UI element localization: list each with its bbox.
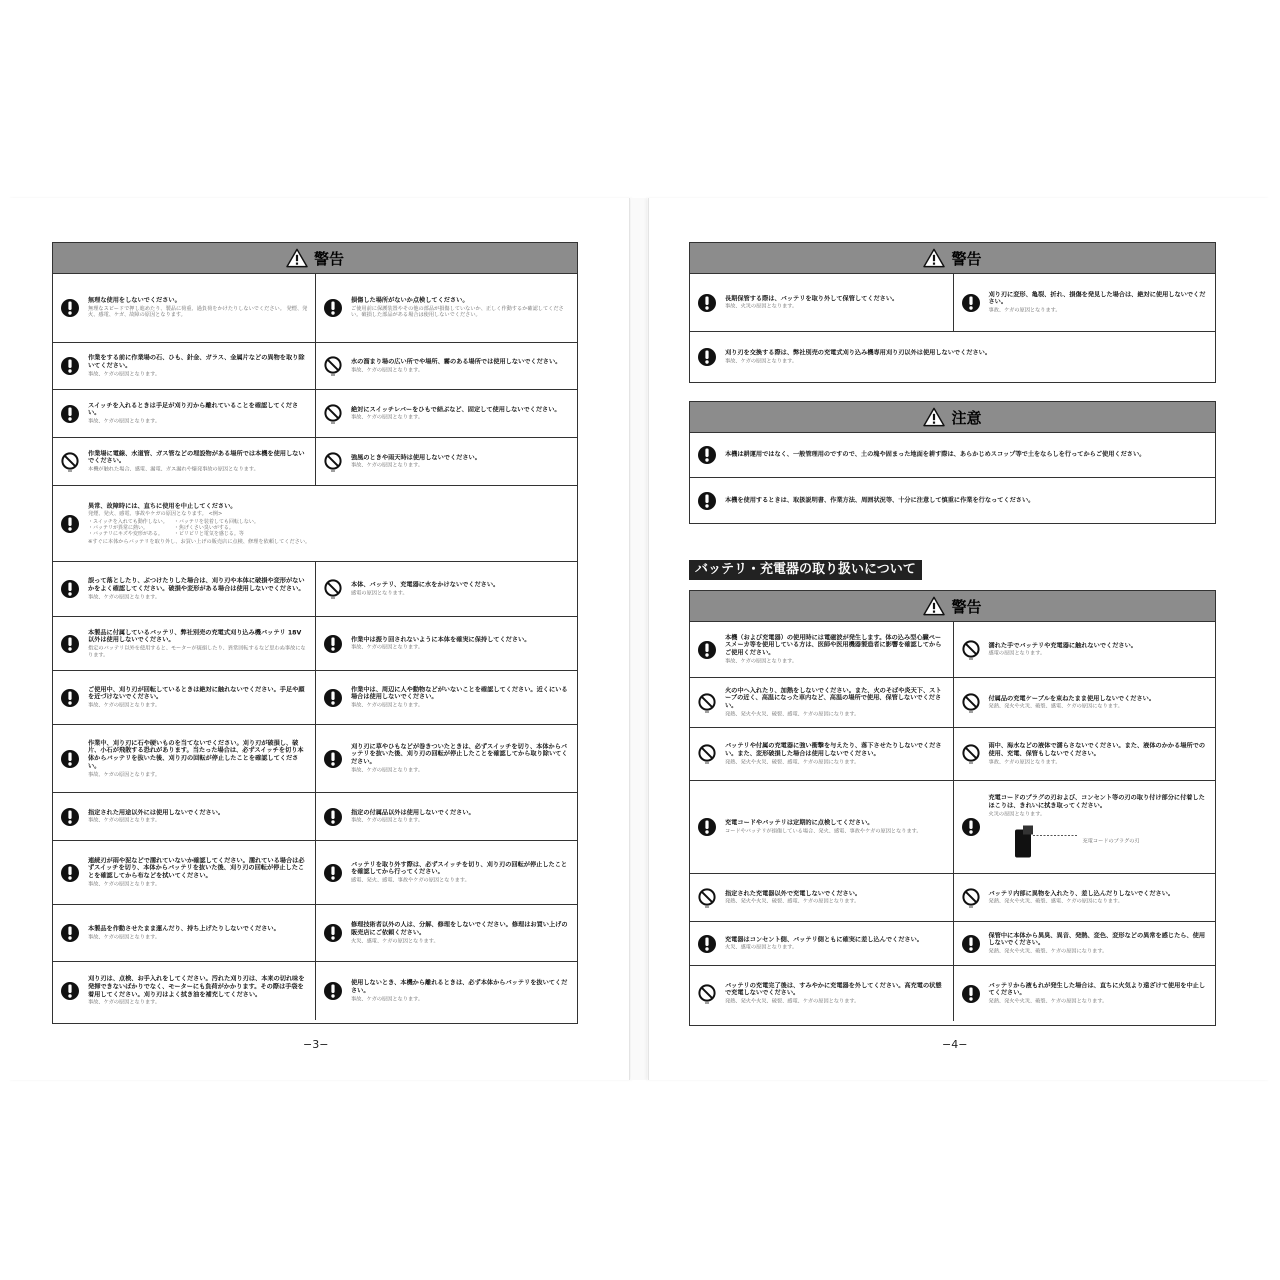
exclamation-icon <box>322 297 344 319</box>
exclamation-icon <box>960 983 982 1005</box>
cell-text <box>725 634 947 665</box>
table-cell <box>315 438 577 485</box>
prohibition-icon <box>960 743 982 765</box>
cell-text <box>88 578 309 601</box>
prohibition-icon <box>59 451 81 473</box>
cell-text <box>88 450 309 473</box>
cell-text <box>725 295 947 310</box>
cell-text <box>88 402 309 425</box>
table-row <box>690 273 1215 331</box>
cell-text <box>88 857 309 888</box>
table-row <box>53 670 577 724</box>
prohibition-icon <box>960 692 982 714</box>
cell-title: 指定された充電器以外で充電しないでください。 <box>725 889 862 897</box>
exclamation-icon <box>59 578 81 600</box>
cell-body: 本機が触れた場合、感電、漏電、ガス漏れや爆発事故の原因となります。 <box>88 466 259 473</box>
table-row <box>690 727 1215 780</box>
cell-title: 修理技術者以外の人は、分解、修理をしないでください。修理はお買い上げの販売店にご依頼ください。 <box>351 921 568 937</box>
cell-body: 感電、発火、感電、事故やケガの原因となります。 <box>351 877 470 884</box>
cell-text <box>725 349 1209 364</box>
cell-title: バッテリ内部に異物を入れたり、差し込んだりしないでください。 <box>988 889 1175 897</box>
table-cell <box>690 966 953 1021</box>
cell-text <box>351 581 571 596</box>
table-cell <box>53 486 577 561</box>
table-cell <box>690 433 1215 477</box>
cell-title: 強風のときや雨天時は使用しないでください。 <box>351 453 481 461</box>
example-item: ・ビリビリと電気を感じる。等 <box>173 531 244 537</box>
table-cell <box>690 781 953 873</box>
cell-body: 事故、ケガの原因となります。 <box>88 999 161 1006</box>
exclamation-icon <box>59 980 81 1002</box>
prohibition-icon <box>696 692 718 714</box>
cell-body: 事故、ケガの原因となります。 <box>88 418 161 425</box>
cell-title: 作業場に電線、水道管、ガス管などの埋設物がある場所では本機を使用しないでください。 <box>88 450 305 465</box>
example-column-left <box>88 519 168 538</box>
table-cell <box>53 905 315 961</box>
exclamation-icon <box>59 297 81 319</box>
table-row <box>53 840 577 904</box>
cell-title: バッテリや付属の充電器に強い衝撃を与えたり、落下させたりしないでください。また、変形破損した場合は使用しないでください。 <box>725 742 942 758</box>
table-cell <box>315 725 577 792</box>
example-item: ・バッテリにキズや変形がある。 <box>88 531 163 537</box>
exclamation-icon <box>59 633 81 655</box>
exclamation-icon <box>59 687 81 709</box>
table-row <box>690 677 1215 727</box>
cell-body: 事故、ケガの原因となります。 <box>351 767 424 774</box>
cell-title: バッテリの充電完了後は、すみやかに充電器を外してください。高充電の状態で充電しないでください。 <box>725 982 942 997</box>
exclamation-icon <box>960 933 982 955</box>
cell-text <box>989 743 1210 766</box>
cell-title: 連続刃が雨や泥などで濡れていないか確認してください。濡れている場合は必ずスイッチを切り、本体からバッテリを抜いた後、刈り刃の回転が停止したことを確認してから布などを拭いてください。 <box>88 857 305 880</box>
table-cell <box>315 962 577 1020</box>
cell-text <box>725 890 947 905</box>
cell-title: 本体、バッテリ、充電器に水をかけないでください。 <box>351 581 500 589</box>
table-row <box>53 561 577 616</box>
table-cell <box>315 841 577 904</box>
example-column-right <box>174 519 259 538</box>
table-row <box>53 342 577 389</box>
cell-title: ご使用中、刈り刃が回転しているときは絶対に触れないでください。手足や顔を近づけないでください。 <box>88 686 305 701</box>
cell-title: 絶対にスイッチレバーをひもで結ぶなど、固定して使用しないでください。 <box>351 405 561 413</box>
exclamation-icon <box>322 633 344 655</box>
warning-triangle-icon <box>923 248 945 268</box>
battery-warning-box <box>689 590 1216 1026</box>
cell-body: 感電の原因となります。 <box>988 650 1046 657</box>
table-row <box>53 437 577 485</box>
table-cell <box>953 274 1216 331</box>
figure-label: 充電コードのプラグの刃 <box>1082 838 1140 845</box>
cell-title: 作業中、刈り刃に石や硬いものを当てないでください。刈り刃が破損し、破片、小石が飛散する恐れがあります。当たった場合は、必ずスイッチを切り本体からバッテリを抜いた後、刈り刃の回転が停止したことを確認してください。 <box>88 739 304 770</box>
table-cell <box>53 841 315 904</box>
table-row <box>53 485 577 561</box>
cell-title: 充電コードやバッテリは定期的に点検してください。 <box>725 819 874 827</box>
table-cell <box>53 793 315 840</box>
cell-text <box>725 451 1209 459</box>
prohibition-icon <box>696 983 718 1005</box>
table-cell <box>53 962 315 1020</box>
table-cell <box>53 390 315 437</box>
table-header <box>53 243 577 274</box>
table-cell <box>953 966 1216 1021</box>
cell-title: 作業中は振り回されないように本体を確実に保持してください。 <box>351 635 531 643</box>
cell-text <box>351 861 571 884</box>
cell-text <box>989 982 1210 1005</box>
cell-text <box>351 636 571 651</box>
table-row <box>53 616 577 670</box>
cell-body: 事故、ケガの原因となります。 <box>88 594 161 600</box>
cell-note: ※すぐに本体からバッテリを取り外し、お買い上げの販売店に点検、修理を依頼してください。 <box>88 538 311 545</box>
example-item: ・焦げくさい臭いがする。 <box>173 524 234 531</box>
cell-text <box>725 982 947 1005</box>
table-header <box>690 591 1215 622</box>
cell-title: 充電器はコンセント側、バッテリ側ともに確実に差し込んでください。 <box>725 935 923 943</box>
cell-title: 充電コードのプラグの刃および、コンセント等の刃の取り付け部分に付着したほこりは、きれいに拭き取ってください。 <box>988 794 1205 810</box>
cell-body: 発熱、発火や火災、破裂、感電、ケガの原因になります。 <box>988 703 1123 710</box>
table-cell <box>690 678 953 727</box>
cell-text <box>725 936 947 951</box>
cell-body: 発熱、発火や火災、破裂、ケガの原因となります。 <box>988 998 1108 1005</box>
table-cell <box>53 438 315 485</box>
example-item: ・スイッチを入れても動作しない。 <box>88 518 168 525</box>
cell-body: 発熱、発火や火災、破裂、感電、ケガの原因になります。 <box>725 711 860 718</box>
cell-title: 誤って落としたり、ぶつけたりした場合は、刈り刃や本体に破損や変形がないかをよく確認してください。破損や変形がある場合は使用しないでください。 <box>88 577 305 593</box>
exclamation-icon <box>322 748 344 770</box>
cell-title: 指定の付属品以外は使用しないでください。 <box>351 808 475 816</box>
cell-body: 火災、感電、ケガの原因となります。 <box>351 938 439 944</box>
cell-body: 指定のバッテリ以外を使用すると、モーターが焼損したり、異常回転するなど思わぬ事故になります。 <box>88 645 306 658</box>
cell-title: 刈り刃に変形、亀裂、折れ、損傷を発見した場合は、絶対に使用しないでください。 <box>988 291 1206 306</box>
cell-title: 本機を使用するときは、取扱説明書、作業方法、周囲状況等、十分に注意して慎重に作業を行なってください。 <box>725 496 1035 504</box>
cell-body: 感電の原因となります。 <box>351 590 408 597</box>
table-cell <box>690 728 953 780</box>
cell-body: 事故、ケガの原因となります。 <box>88 771 161 778</box>
exclamation-icon <box>59 862 81 884</box>
cell-body: 事故、ケガの原因となります。 <box>351 817 424 824</box>
cell-title: 作業をする前に作業場の石、ひも、針金、ガラス、金属片などの異物を取り除いてください。 <box>88 354 305 370</box>
cell-text <box>88 925 309 940</box>
exclamation-icon <box>59 403 81 425</box>
table-cell <box>53 671 315 724</box>
table-cell <box>53 617 315 670</box>
table-row <box>53 961 577 1020</box>
warning-triangle-icon <box>923 596 945 616</box>
table-cell <box>53 725 315 792</box>
table-row <box>690 621 1215 677</box>
cell-body: 事故、ケガの原因となります。 <box>988 759 1061 765</box>
cell-body: 事故、ケガの原因となります。 <box>988 307 1061 314</box>
prohibition-icon <box>696 887 718 909</box>
exclamation-icon <box>322 862 344 884</box>
cell-text <box>351 743 571 774</box>
exclamation-icon <box>696 639 718 661</box>
table-cell <box>315 274 577 342</box>
cell-title: 本製品を作動させたまま運んだり、持ち上げたりしないでください。 <box>88 925 280 933</box>
table-cell <box>953 874 1216 921</box>
cell-title: 雨中、海水などの液体で濡らさないでください。また、液体のかかる場所での使用、充電、保管もしないでください。 <box>988 742 1206 758</box>
exclamation-icon <box>322 980 344 1002</box>
cell-text <box>351 922 571 945</box>
table-cell <box>953 622 1216 677</box>
table-row <box>53 273 577 342</box>
exclamation-icon <box>696 490 718 512</box>
cell-text <box>725 819 947 834</box>
cell-body: 事故、ケガの原因となります。 <box>351 367 424 374</box>
example-columns <box>88 519 571 538</box>
table-row <box>690 921 1215 965</box>
table-cell <box>53 562 315 616</box>
table-cell <box>690 874 953 921</box>
table-row <box>53 904 577 961</box>
cell-body: ご使用前に保護装置やその他の部品が損傷していないか、正しく作動するか確認してください。破損した部品がある場合は使用しないでください。 <box>351 305 564 319</box>
right-page-number: −4− <box>942 1038 968 1051</box>
cell-text <box>88 297 309 319</box>
exclamation-icon <box>322 687 344 709</box>
table-cell <box>315 562 577 616</box>
exclamation-icon <box>322 806 344 828</box>
prohibition-icon <box>322 355 344 377</box>
cell-body: 発熱、発火や火災、破裂、感電、ケガの原因となります。 <box>725 998 860 1005</box>
exclamation-icon <box>59 806 81 828</box>
cell-title: 水の溜まり場の広い所でや場所、霧のある場所では使用しないでください。 <box>351 358 562 366</box>
cell-title: 付属品の充電ケーブルを束ねたまま使用しないでください。 <box>988 694 1156 702</box>
cell-text <box>351 297 571 319</box>
cell-title: 本機（および充電器）の使用時には電磁波が発生します。体の込み型心臓ペースメーカ等を使用している方は、医師や医用機器製造者に影響を確認してからご使用ください。 <box>725 634 942 657</box>
cell-text <box>351 358 571 373</box>
cell-title: 保管中に本体から異臭、異音、発熱、変色、変形などの異常を感じたら、使用しないでください。 <box>988 932 1206 947</box>
table-cell <box>690 478 1215 523</box>
charger-plug-illustration <box>989 824 1079 860</box>
table-row <box>690 477 1215 523</box>
prohibition-icon <box>960 639 982 661</box>
table-cell <box>315 617 577 670</box>
cell-title: 刈り刃は、点検、お手入れをしてください。汚れた刈り刃は、本来の切れ味を発揮できないばかりでなく、モーターにも負荷がかかります。その際は手袋を着用してください。刈り刃はよく拭き油を補充してください。 <box>88 975 305 999</box>
exclamation-icon <box>696 444 718 466</box>
cell-body: 事故、ケガの原因となります。 <box>725 658 798 665</box>
cell-text <box>989 932 1210 955</box>
cell-body: 発熱、発火や火災、破裂、ケガの原因になります。 <box>988 948 1108 955</box>
exclamation-icon <box>59 513 81 535</box>
exclamation-icon <box>59 748 81 770</box>
exclamation-icon <box>960 292 982 314</box>
book-spine <box>631 198 647 1080</box>
exclamation-icon <box>322 922 344 944</box>
exclamation-icon <box>696 346 718 368</box>
cell-text <box>989 642 1210 657</box>
example-item: ・バッテリが異常に熱い。 <box>88 524 149 531</box>
cell-title: 濡れた手でバッテリや充電器に触れないでください。 <box>988 641 1137 649</box>
cell-body: 発熱、発火や火災、破裂、感電、ケガの原因になります。 <box>725 759 860 765</box>
cell-body: 事故、火災の原因となります。 <box>725 303 798 310</box>
table-cell <box>315 671 577 724</box>
exclamation-icon <box>696 292 718 314</box>
table-header <box>690 243 1215 274</box>
cell-title: スイッチを入れるときは手足が刈り刃から離れていることを確認してください。 <box>88 402 299 417</box>
cell-body: 事故、ケガの原因となります。 <box>88 371 161 377</box>
cell-text <box>725 497 1209 505</box>
cell-title: 使用しないとき、本機から離れるときは、必ず本体からバッテリを抜いてください。 <box>351 979 568 995</box>
table-cell <box>953 922 1216 965</box>
table-row <box>53 792 577 840</box>
cell-title: 作業中は、周辺に人や動物などがいないことを確認してください。近くにいる場合は使用しないでください。 <box>351 686 568 701</box>
cell-text <box>989 890 1210 905</box>
table-cell <box>690 922 953 965</box>
cell-text <box>351 980 571 1003</box>
table-cell <box>953 678 1216 727</box>
cell-title: 火の中へ入れたり、加熱をしないでください。また、火のそばや炎天下、ストーブの近く、高温になった車内など、高温の場所で使用、保管しないでください。 <box>725 687 942 710</box>
exclamation-icon <box>960 816 982 838</box>
cell-body: 事故、ケガの原因となります。 <box>351 702 424 709</box>
battery-section-title: バッテリ・充電器の取り扱いについて <box>689 560 922 580</box>
table-row <box>690 432 1215 477</box>
cell-text <box>351 809 571 824</box>
table-cell <box>953 728 1216 780</box>
table-cell <box>53 274 315 342</box>
cell-text <box>88 502 571 545</box>
cell-body: 火災の原因となります。 <box>988 811 1046 817</box>
cell-text <box>725 687 947 718</box>
cell-title: 本機は耕運用ではなく、一般管理用のですので、土の塊や固まった地面を耕す際は、あらかじめスコップ等で土をならしを行ってからご使用ください。 <box>725 451 1146 459</box>
cell-title: 刈り刃を交換する際は、弊社別売の充電式刈り込み機専用刈り刃以外は使用しないでください。 <box>725 349 992 357</box>
cell-body: 事故、ケガの原因となります。 <box>351 462 424 469</box>
cell-text <box>351 406 571 421</box>
cell-title: バッテリから液もれが発生した場合は、直ちに火気より遠ざけて使用を中止してください。 <box>988 982 1206 997</box>
header-title: 警告 <box>313 249 344 268</box>
table-cell <box>315 343 577 389</box>
cell-text <box>88 809 309 824</box>
cell-body: 事故、ケガの原因となります。 <box>351 996 424 1002</box>
cell-body: 発煙、発火、感電、事故やケガの原因となります。 <例> <box>88 511 223 517</box>
cell-text <box>88 976 309 1007</box>
cell-text <box>351 454 571 469</box>
caution-box <box>689 401 1216 524</box>
cell-title: 長期保管する際は、バッテリを取り外して保管してください。 <box>725 294 899 302</box>
left-warning-box <box>52 242 578 1024</box>
prohibition-icon <box>322 451 344 473</box>
cell-body: 事故、ケガの原因となります。 <box>88 934 161 941</box>
table-cell <box>953 781 1216 873</box>
cell-body: 事故、ケガの原因となります。 <box>725 358 798 365</box>
header-title: 警告 <box>951 597 982 616</box>
cell-title: 刈り刃に草やひもなどが巻きついたときは、必ずスイッチを切り、本体からバッテリを抜いた後、刈り刃の回転が停止したことを確認してから取り除いてください。 <box>351 743 568 766</box>
cell-body: 事故、ケガの原因となります。 <box>88 702 161 709</box>
cell-body: コードやバッテリが損傷している場合、発火、感電、事故やケガの原因となります。 <box>725 828 922 835</box>
cell-text <box>88 739 309 778</box>
table-row <box>690 873 1215 921</box>
cell-body: 事故、ケガの原因となります。 <box>88 817 161 824</box>
exclamation-icon <box>59 355 81 377</box>
cell-body: 事故、ケガの原因となります。 <box>88 881 161 888</box>
cell-text <box>88 355 309 378</box>
cell-title: 本製品に付属しているバッテリ、弊社別売の充電式刈り込み機バッテリ 18V 以外は使用しないでください。 <box>88 628 302 644</box>
prohibition-icon <box>322 403 344 425</box>
cell-text <box>989 695 1210 710</box>
cell-title: 指定された用途以外には使用しないでください。 <box>88 808 225 816</box>
prohibition-icon <box>960 887 982 909</box>
cell-text <box>88 629 309 659</box>
cell-body: 事故、ケガの原因となります。 <box>351 414 424 421</box>
exclamation-icon <box>696 933 718 955</box>
left-page-number: −3− <box>303 1038 329 1051</box>
table-row <box>53 389 577 437</box>
example-item: ・バッテリを装着しても回転しない。 <box>173 518 259 525</box>
table-row <box>690 331 1215 382</box>
table-header <box>690 402 1215 433</box>
table-cell <box>690 332 1215 382</box>
header-title: 注意 <box>951 408 982 427</box>
prohibition-icon <box>696 743 718 765</box>
prohibition-icon <box>322 578 344 600</box>
table-row <box>690 965 1215 1021</box>
right-warning-box <box>689 242 1216 383</box>
cell-text <box>351 686 571 709</box>
cell-title: 損傷した場所がないか点検してください。 <box>351 297 469 305</box>
cell-body: 火災、感電の原因となります。 <box>725 944 798 951</box>
cell-body: 無理なスピードで押し進めたり、製品に荷重、過負荷をかけたりしないでください。 発煙、発火、感電、ケガ、故障の原因となります。 <box>88 305 308 319</box>
cell-body: 発熱、発火や火災、破裂、感電、ケガの原因になります。 <box>988 898 1123 905</box>
table-cell <box>315 390 577 437</box>
table-cell <box>690 622 953 677</box>
cell-text <box>989 291 1210 314</box>
table-row <box>690 780 1215 873</box>
warning-triangle-icon <box>923 407 945 427</box>
table-cell <box>53 343 315 389</box>
header-title: 警告 <box>951 249 982 268</box>
cell-title: 異常、故障時には、直ちに使用を中止してください。 <box>88 502 237 510</box>
table-cell <box>315 905 577 961</box>
charger-plug-figure <box>989 824 1210 860</box>
table-row <box>53 724 577 792</box>
warning-triangle-icon <box>286 248 308 268</box>
cell-text <box>88 686 309 709</box>
cell-body: 事故、ケガの原因となります。 <box>351 644 424 651</box>
exclamation-icon <box>696 816 718 838</box>
exclamation-icon <box>59 922 81 944</box>
table-cell <box>315 793 577 840</box>
cell-title: バッテリを取り外す際は、必ずスイッチを切り、刈り刃の回転が停止したことを確認してから行ってください。 <box>351 861 568 876</box>
cell-text <box>725 743 947 766</box>
cell-title: 無理な使用をしないでください。 <box>88 297 181 305</box>
cell-text <box>989 795 1210 860</box>
table-cell <box>690 274 953 331</box>
cell-body: 発熱、発火や火災、破裂、感電、ケガの原因となります。 <box>725 898 860 905</box>
